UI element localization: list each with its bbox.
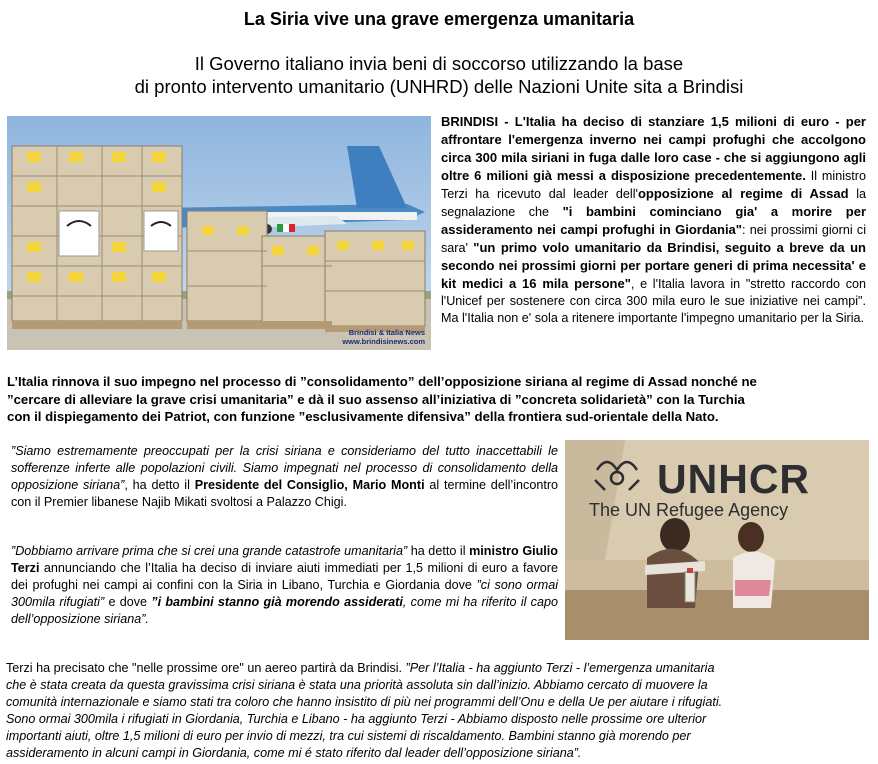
lead-text-2: la segnalazione che: [441, 187, 866, 219]
closing-line-1-quote: ”Per l’Italia - ha aggiunto Terzi - l’emergenza umanitaria: [405, 661, 715, 675]
unhcr-sign-sub: The UN Refugee Agency: [589, 500, 789, 520]
lead-bold-3: "i bambini cominciano gia' a morire per assideramento nei campi profughi in Giordania": [441, 204, 867, 237]
photo-credit-line-2: www.brindisinews.com: [342, 337, 425, 346]
terzi-quote-bold: ”i bambini stanno già morendo assiderati: [151, 595, 403, 609]
lead-text-3: : nei prossimi giorni ci sara': [441, 223, 866, 255]
unhcr-sign-main: UNHCR: [657, 456, 811, 502]
terzi-quote-2: ”ci sono ormai 300mila rifugiati”: [11, 578, 559, 609]
commitment-paragraph: [7, 373, 873, 426]
closing-line-1-text: Terzi ha precisato che "nelle prossime ore" un aereo partirà da Brindisi.: [6, 661, 406, 675]
lead-text-4: , e l'Italia lavora in "stretto raccordo con l'Unicef per sostenere con circa 300 mila euro le sue iniziative nei campi". Ma l'Italia non e' sola a ritenere importante l'impegno umanitario per la Siria.: [441, 277, 867, 325]
terzi-quote-1: ”Dobbiamo arrivare prima che si crei una grande catastrofe umanitaria”: [11, 544, 408, 558]
terzi-text-1: ha detto il: [407, 544, 470, 558]
terzi-quote-paragraph: [11, 543, 558, 628]
monti-quote-paragraph: [11, 443, 558, 511]
subtitle-line-2: di pronto intervento umanitario (UNHRD) delle Nazioni Unite sita a Brindisi: [134, 76, 744, 97]
subtitle-line-1: Il Governo italiano invia beni di soccorso utilizzando la base: [194, 53, 684, 74]
closing-line-1: [6, 660, 872, 677]
article-subtitle: [0, 52, 878, 98]
closing-paragraph: [6, 660, 872, 762]
lead-bold-2: opposizione al regime di Assad: [637, 186, 849, 201]
monti-text-1: , ha detto il: [124, 478, 195, 492]
monti-quote: ”Siamo estremamente preoccupati per la crisi siriana e consideriamo del tutto inaccettabili le sofferenze inferte alle popolazioni civili. Siamo impegnati nel processo di consolidamento della opposizione siriana”: [11, 444, 558, 492]
unhcr-children-photo: [565, 440, 869, 640]
photo-credit-line-1: Brindisi & Italia News: [348, 328, 425, 337]
terzi-text-2: annunciando che l’Italia ha deciso di inviare aiuti immediati per 1,5 milioni di euro a favore dei profughi nei campi ai confini con la Siria in Libano, Turchia e Giordania dove: [11, 561, 558, 592]
aid-plane-photo: [7, 116, 431, 350]
lead-paragraph: [441, 113, 866, 327]
terzi-text-3: e dove: [104, 595, 152, 609]
terzi-name: ministro Giulio Terzi: [11, 544, 558, 575]
lead-text-1: Il ministro Terzi ha ricevuto dal leader dell': [441, 169, 866, 201]
closing-line-4: Sono ormai 300mila i rifugiati in Giordania, Turchia e Libano - ha aggiunto Terzi - Abbiamo disposto nelle prossime ore ulterior: [6, 712, 707, 726]
closing-line-5: importanti aiuti, oltre 1,5 milioni di euro per invio di mezzi, tra cui sistemi di riscaldamento. Bambini stanno già morendo per: [6, 729, 691, 743]
closing-line-3: comunità internazionale e siamo stati tra coloro che hanno insistito di più nei programmi dell’Onu e della Ue per aiutare i rifugiati.: [6, 695, 723, 709]
aid-plane-illustration: [7, 116, 431, 350]
terzi-quote-3: , come mi ha riferito il capo dell’opposizione siriana”.: [11, 595, 558, 626]
monti-text-2: al termine dell’incontro con il Premier libanese Najib Mikati svoltosi a Palazzo Chigi.: [11, 478, 559, 509]
lead-bold-1: BRINDISI - L'Italia ha deciso di stanziare 1,5 milioni di euro - per affrontare l'emergenza inverno nei campi profughi che accolgono circa 300 mila siriani in fuga dalle loro case - che si aggiungono agli oltre 6 milioni già messi a disposizione precedentemente.: [441, 114, 866, 183]
article-title: La Siria vive una grave emergenza umanitaria: [243, 9, 635, 29]
monti-name: Presidente del Consiglio, Mario Monti: [194, 478, 425, 492]
commitment-line-2: ”cercare di alleviare la grave crisi umanitaria” e dà il suo assenso all’iniziativa di ”concreta solidarietà” con la Turchia: [7, 391, 745, 407]
commitment-line-3: con il dispiegamento dei Patriot, con funzione ”esclusivamente difensiva” della frontiera sud-orientale della Nato.: [7, 409, 719, 424]
closing-line-6: assideramento in alcuni campi in Giordania, come mi é stato riferito dal leader dell’opposizione siriana”.: [6, 746, 582, 760]
photo-credit: [342, 328, 425, 346]
commitment-line-1: L’Italia rinnova il suo impegno nel processo di ”consolidamento” dell’opposizione siriana al regime di Assad nonché ne: [7, 374, 757, 389]
lead-bold-4: "un primo volo umanitario da Brindisi, seguito a breve da un secondo nei prossimi giorni per portare generi di prima necessita' e kit medici a 16 mila persone": [441, 240, 867, 291]
closing-line-2: che è stata creata da questa gravissima crisi siriana è stata una priorità assoluta sin dall’inizio. Abbiamo cercato di muovere la: [6, 678, 708, 692]
